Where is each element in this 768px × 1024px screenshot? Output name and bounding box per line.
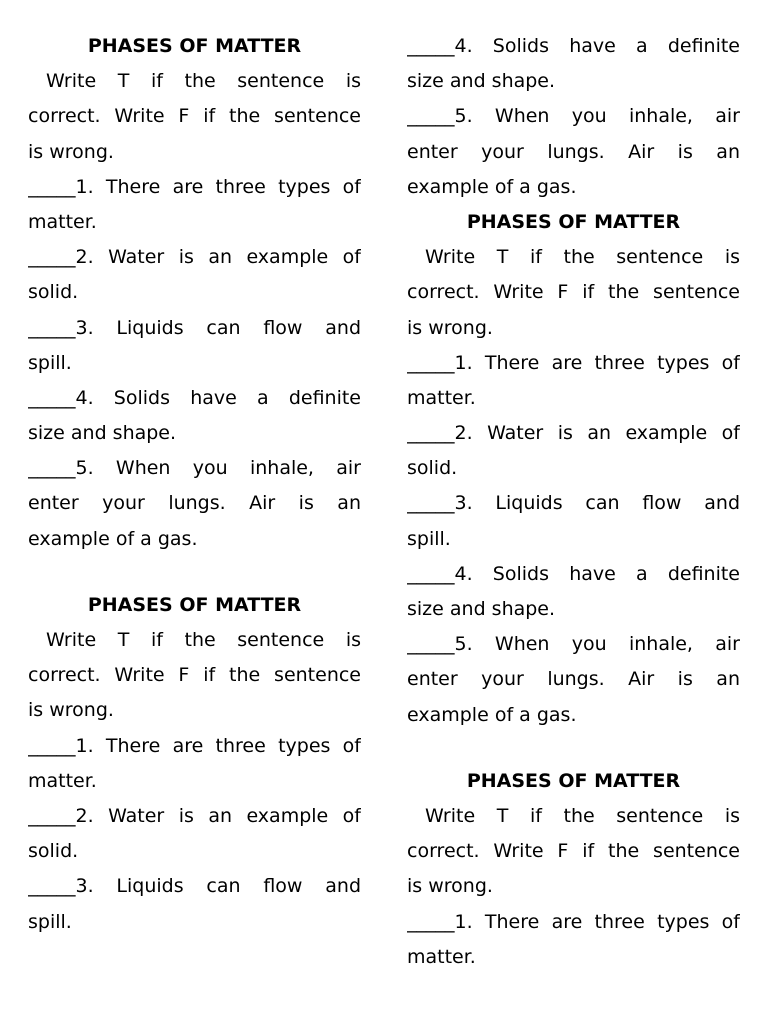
worksheet-text-line: size and shape. (28, 422, 177, 445)
worksheet-text-line: Write T if the sentence is (46, 70, 361, 93)
worksheet-text-line: correct. Write F if the sentence (28, 664, 361, 687)
worksheet-text-line: enter your lungs. Air is an (28, 492, 361, 515)
left-column (28, 29, 361, 940)
worksheet-text-line: _____5. When you inhale, air (407, 105, 740, 128)
worksheet-text-line: solid. (407, 457, 458, 480)
worksheet-title: PHASES OF MATTER (466, 210, 681, 233)
worksheet-text-line: solid. (28, 840, 79, 863)
worksheet-title: PHASES OF MATTER (87, 35, 302, 57)
worksheet-text-line: matter. (28, 769, 97, 792)
worksheet-text-line: example of a gas. (28, 527, 198, 550)
worksheet-text-line: _____1. There are three types of (407, 910, 740, 933)
worksheet-text-line: example of a gas. (407, 703, 577, 726)
worksheet-text-line: is wrong. (28, 699, 114, 722)
worksheet-text-line: matter. (28, 210, 97, 233)
worksheet-text-line: correct. Write F if the sentence (407, 281, 740, 304)
worksheet-text-line: Write T if the sentence is (425, 804, 740, 827)
section-spacer (28, 557, 361, 588)
worksheet-text-line: example of a gas. (407, 175, 577, 198)
worksheet-text-line: is wrong. (407, 875, 493, 898)
worksheet-text-line: spill. (407, 527, 451, 550)
worksheet-text-line: is wrong. (28, 140, 114, 163)
right-column (407, 29, 740, 975)
worksheet-text-line: _____3. Liquids can flow and (28, 316, 361, 339)
worksheet-text-line: correct. Write F if the sentence (28, 105, 361, 128)
worksheet-text-line: enter your lungs. Air is an (407, 140, 740, 163)
worksheet-text-line: _____1. There are three types of (407, 351, 740, 374)
worksheet-text-line: _____3. Liquids can flow and (407, 492, 740, 515)
worksheet-text-line: spill. (28, 910, 72, 933)
section-spacer (407, 733, 740, 764)
worksheet-text-line: _____4. Solids have a definite (407, 35, 740, 57)
worksheet-text-line: size and shape. (407, 70, 556, 93)
worksheet-text-line: _____2. Water is an example of (28, 246, 361, 269)
worksheet-text-line: _____2. Water is an example of (28, 804, 361, 827)
worksheet-text-line: _____3. Liquids can flow and (28, 875, 361, 898)
worksheet-text-line: _____2. Water is an example of (407, 422, 740, 445)
worksheet-title: PHASES OF MATTER (466, 769, 681, 792)
worksheet-text-line: _____5. When you inhale, air (407, 633, 740, 656)
worksheet-text-line: correct. Write F if the sentence (407, 840, 740, 863)
worksheet-text-line: enter your lungs. Air is an (407, 668, 740, 691)
worksheet-text-line: matter. (407, 386, 476, 409)
worksheet-text-line: matter. (407, 945, 476, 968)
worksheet-text-line: size and shape. (407, 598, 556, 620)
worksheet-title: PHASES OF MATTER (87, 593, 302, 616)
worksheet-text-line: solid. (28, 281, 79, 304)
worksheet-text-line: _____1. There are three types of (28, 734, 361, 757)
worksheet-text-line: Write T if the sentence is (46, 629, 361, 651)
worksheet-text-line: is wrong. (407, 316, 493, 339)
worksheet-text-line: _____4. Solids have a definite (28, 386, 361, 409)
worksheet-text-line: spill. (28, 351, 72, 374)
worksheet-text-line: _____1. There are three types of (28, 175, 361, 198)
worksheet-text-line: _____4. Solids have a definite (407, 562, 740, 585)
worksheet-text-line: Write T if the sentence is (425, 246, 740, 269)
worksheet-text-line: _____5. When you inhale, air (28, 457, 361, 480)
